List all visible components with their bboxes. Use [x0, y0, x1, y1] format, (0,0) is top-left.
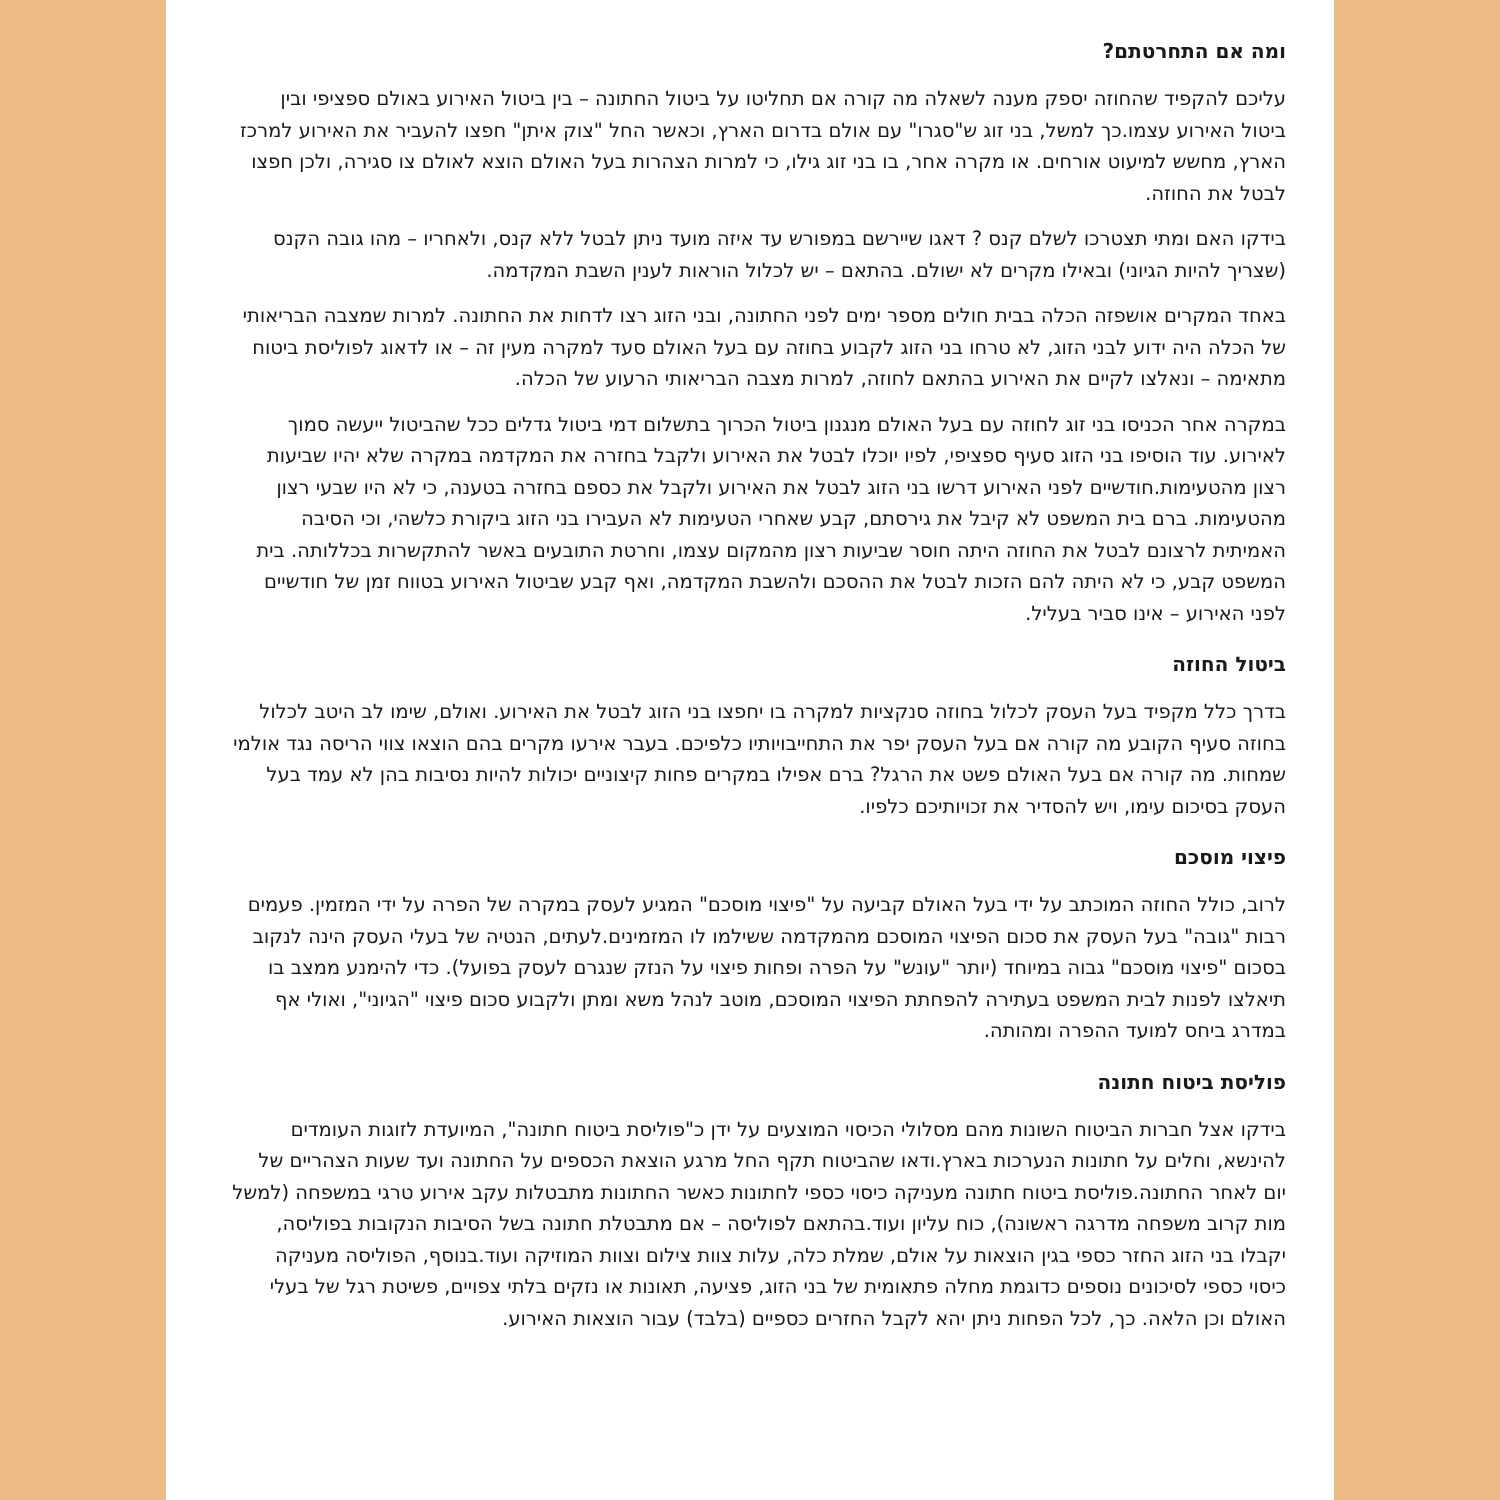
paragraph: בידקו אצל חברות הביטוח השונות מהם מסלולי הכיסוי המוצעים על ידן כ"פוליסת ביטוח חתונה", המיועדת לזוגות העומדים להינשא, וחלים על חתונות הנערכות בארץ.ודאו שהביטוח תקף החל מרגע הוצאת הכספים על החתונה ועד שעות הצהריים של יום לאחר החתונה.פוליסת ביטוח חתונה מעניקה כיסוי כספי לחתונות כאשר החתונות מתבטלות עקב אירוע טרגי במשפחה (למשל מות קרוב משפחה מדרגה ראשונה), כוח עליון ועוד.בהתאם לפוליסה – אם מתבטלת חתונה בשל הסיבות הנקובות בפוליסה, יקבלו בני הזוג החזר כספי בגין הוצאות על אולם, שמלת כלה, עלות צוות צילום וצוות המוזיקה ועוד.בנוסף, הפוליסה מעניקה כיסוי כספי לסיכונים נוספים כדוגמת מחלה פתאומית של בני הזוג, פציעה, תאונות או נזקים בלתי צפויים, פשיטת רגל של בעלי האולם וכן הלאה. כך, לכל הפחות ניתן יהא לקבל החזרים כספיים (בלבד) עבור הוצאות האירוע. — [232, 1117, 1286, 1330]
section-heading-agreed-compensation: פיצוי מוסכם — [1173, 845, 1286, 869]
section-heading-contract-cancellation: ביטול החוזה — [1172, 652, 1286, 676]
paragraph: באחד המקרים אושפזה הכלה בבית חולים מספר ימים לפני החתונה, ובני הזוג רצו לדחות את החתונה. למרות שמצבה הבריאותי של הכלה היה ידוע לבני הזוג, לא טרחו בני הזוג לקבוע בחוזה עם בעל האולם סעד למקרה מעין זה – או לדאוג לפוליסת ביטוח מתאימה – ונאלצו לקיים את האירוע בהתאם לחוזה, למרות מצבה הבריאותי הרעוע של הכלה. — [242, 304, 1286, 390]
section-heading-regret: ומה אם התחרטתם? — [1102, 39, 1286, 63]
paragraph: עליכם להקפיד שהחוזה יספק מענה לשאלה מה קורה אם תחליטו על ביטול החתונה – בין ביטול האירוע באולם ספציפי ובין ביטול האירוע עצמו.כך למשל, בני זוג ש"סגרו" עם אולם בדרום הארץ, וכאשר החל "צוק איתן" חפצו להעביר את האירוע למרכז הארץ, מחשש למיעוט אורחים. או מקרה אחר, בו בני זוג גילו, כי למרות הצהרות בעל האולם הוצא לאולם צו סגירה, ולכן חפצו לבטל את החוזה. — [240, 87, 1286, 205]
paragraph: בדרך כלל מקפיד בעל העסק לכלול בחוזה סנקציות למקרה בו יחפצו בני הזוג לבטל את האירוע. ואולם, שימו לב היטב לכלול בחוזה סעיף הקובע מה קורה אם בעל העסק יפר את התחייבויותיו כלפיכם. בעבר אירעו מקרים בהם הוצאו צווי הריסה נגד אולמי שמחות. מה קורה אם בעל האולם פשט את הרגל? ברם אפילו במקרים פחות קיצוניים יכולות להיות נסיבות בהן לא עמד בעל העסק בסיכום עימו, ויש להסדיר את זכויותיכם כלפיו. — [233, 700, 1286, 818]
paragraph: בידקו האם ומתי תצטרכו לשלם קנס ? דאגו שיירשם במפורש עד איזה מועד ניתן לבטל ללא קנס, ולאחריו – מהו גובה הקנס (שצריך להיות הגיוני) ובאילו מקרים לא ישולם. בהתאם – יש לכלול הוראות לענין השבת המקדמה. — [273, 227, 1286, 282]
section-heading-wedding-insurance: פוליסת ביטוח חתונה — [1097, 1069, 1286, 1094]
document-page — [166, 0, 1334, 1500]
document-content — [232, 34, 1286, 1348]
paragraph: לרוב, כולל החוזה המוכתב על ידי בעל האולם קביעה על "פיצוי מוסכם" המגיע לעסק במקרה של הפרה על ידי המזמין. פעמים רבות "גובה" בעל העסק את סכום הפיצוי המוסכם מהמקדמה ששילמו לו המזמינים.לעתים, הנטיה של בעלי העסק הינה לנקוב בסכום "פיצוי מוסכם" גבוה במיוחד (יותר "עונש" על הפרה ופחות פיצוי על הנזק שנגרם לעסק בפועל). כדי להימנע ממצב בו תיאלצו לפנות לבית המשפט בעתירה להפחתת הפיצוי המוסכם, מוטב לנהל משא ומתן ולקבוע סכום פיצוי "הגיוני", ואולי אף במדרג ביחס למועד ההפרה ומהותה. — [247, 893, 1286, 1042]
paragraph: במקרה אחר הכניסו בני זוג לחוזה עם בעל האולם מנגנון ביטול הכרוך בתשלום דמי ביטול גדלים ככל שהביטול ייעשה סמוך לאירוע. עוד הוסיפו בני הזוג סעיף ספציפי, לפיו יוכלו לבטל את האירוע ולקבל בחזרה את המקדמה במקרה שלא יהיו שביעות רצון מהטעימות.חודשיים לפני האירוע דרשו בני הזוג לבטל את האירוע ולקבל את כספם בחזרה בטענה, כי לא היו שבעי רצון מהטעימות. ברם בית המשפט לא קיבל את גירסתם, קבע שאחרי הטעימות לא העבירו בני הזוג ביקורת כלשהי, וכי הסיבה האמיתית לרצונם לבטל את החוזה היתה חוסר שביעות רצון מהמקום עצמו, וחרטת התובעים באשר להתקשרות בכללותה. בית המשפט קבע, כי לא היתה להם הזכות לבטל את ההסכם ולהשבת המקדמה, ואף קבע שביטול האירוע בטווח זמן של חודשיים לפני האירוע – אינו סביר בעליל. — [256, 412, 1286, 625]
